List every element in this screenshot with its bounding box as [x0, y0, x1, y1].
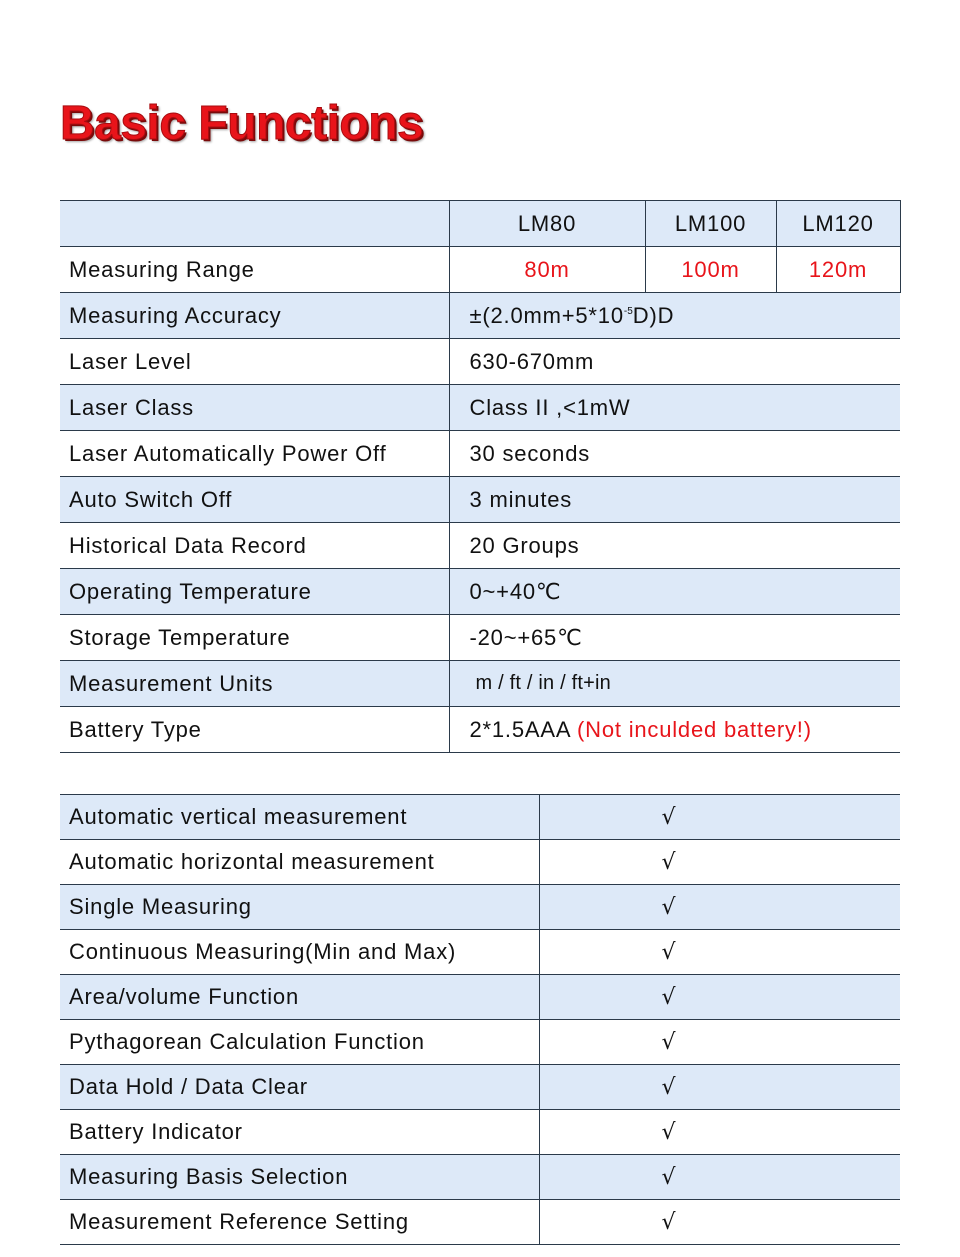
range-lm120: 120m: [776, 247, 900, 293]
range-label: Measuring Range: [60, 247, 449, 293]
spec-label: Laser Level: [60, 339, 449, 385]
feature-label: Single Measuring: [60, 885, 539, 930]
feature-label: Data Hold / Data Clear: [60, 1065, 539, 1110]
spec-label: Laser Class: [60, 385, 449, 431]
battery-note: (Not inculded battery!): [577, 716, 812, 742]
check-mark-icon: √: [539, 1200, 900, 1245]
spec-row: [60, 339, 900, 385]
feature-row: [60, 1200, 900, 1245]
spec-value: 630-670mm: [449, 339, 900, 385]
feature-row: [60, 1065, 900, 1110]
spec-row: [60, 569, 900, 615]
spec-value: 20 Groups: [449, 523, 900, 569]
check-mark-icon: √: [539, 840, 900, 885]
spec-row: [60, 523, 900, 569]
model-lm100: LM100: [645, 201, 776, 247]
feature-label: Automatic vertical measurement: [60, 795, 539, 840]
feature-label: Area/volume Function: [60, 975, 539, 1020]
feature-row: [60, 1155, 900, 1200]
spec-row: [60, 431, 900, 477]
battery-label: Battery Type: [60, 707, 449, 753]
accuracy-value: $\pm(2.0mm+5*10^{-5}D)D$: [449, 293, 900, 339]
model-lm80: LM80: [449, 201, 645, 247]
model-header-row: [60, 201, 900, 247]
check-mark-icon: √: [539, 885, 900, 930]
spec-row: [60, 477, 900, 523]
check-mark-icon: √: [539, 1020, 900, 1065]
spec-row: [60, 615, 900, 661]
feature-label: Battery Indicator: [60, 1110, 539, 1155]
range-row: [60, 247, 900, 293]
feature-table: [60, 794, 900, 1245]
spec-label: Laser Automatically Power Off: [60, 431, 449, 477]
feature-row: [60, 1110, 900, 1155]
check-mark-icon: √: [539, 1155, 900, 1200]
feature-row: [60, 885, 900, 930]
spec-label: Historical Data Record: [60, 523, 449, 569]
spec-label: Operating Temperature: [60, 569, 449, 615]
spec-value: -20~+65℃: [449, 615, 900, 661]
spec-row: [60, 385, 900, 431]
accuracy-label: Measuring Accuracy: [60, 293, 449, 339]
spec-value: 0~+40℃: [449, 569, 900, 615]
spec-value: 30 seconds: [449, 431, 900, 477]
model-lm120: LM120: [776, 201, 900, 247]
feature-row: [60, 975, 900, 1020]
spec-table: [60, 200, 900, 753]
battery-value: 2*1.5AAA (Not inculded battery!): [449, 707, 900, 753]
check-mark-icon: √: [539, 1065, 900, 1110]
accuracy-row: [60, 293, 900, 339]
check-mark-icon: √: [539, 975, 900, 1020]
spec-value: Class II ,<1mW: [449, 385, 900, 431]
feature-row: [60, 1020, 900, 1065]
check-mark-icon: √: [539, 795, 900, 840]
check-mark-icon: √: [539, 1110, 900, 1155]
range-lm100: 100m: [645, 247, 776, 293]
feature-label: Automatic horizontal measurement: [60, 840, 539, 885]
spec-label: Measurement Units: [60, 661, 449, 707]
feature-label: Measuring Basis Selection: [60, 1155, 539, 1200]
feature-label: Measurement Reference Setting: [60, 1200, 539, 1245]
feature-row: [60, 840, 900, 885]
check-mark-icon: √: [539, 930, 900, 975]
battery-row: [60, 707, 900, 753]
feature-label: Continuous Measuring(Min and Max): [60, 930, 539, 975]
spec-value: m / ft / in / ft+in: [449, 661, 900, 707]
range-lm80: 80m: [449, 247, 645, 293]
spec-row: [60, 661, 900, 707]
header-empty-cell: [60, 201, 449, 247]
feature-row: [60, 795, 900, 840]
feature-label: Pythagorean Calculation Function: [60, 1020, 539, 1065]
page-title: Basic Functions: [60, 97, 424, 150]
spec-label: Storage Temperature: [60, 615, 449, 661]
spec-label: Auto Switch Off: [60, 477, 449, 523]
accuracy-exponent: -5: [623, 305, 633, 317]
spec-value: 3 minutes: [449, 477, 900, 523]
feature-row: [60, 930, 900, 975]
